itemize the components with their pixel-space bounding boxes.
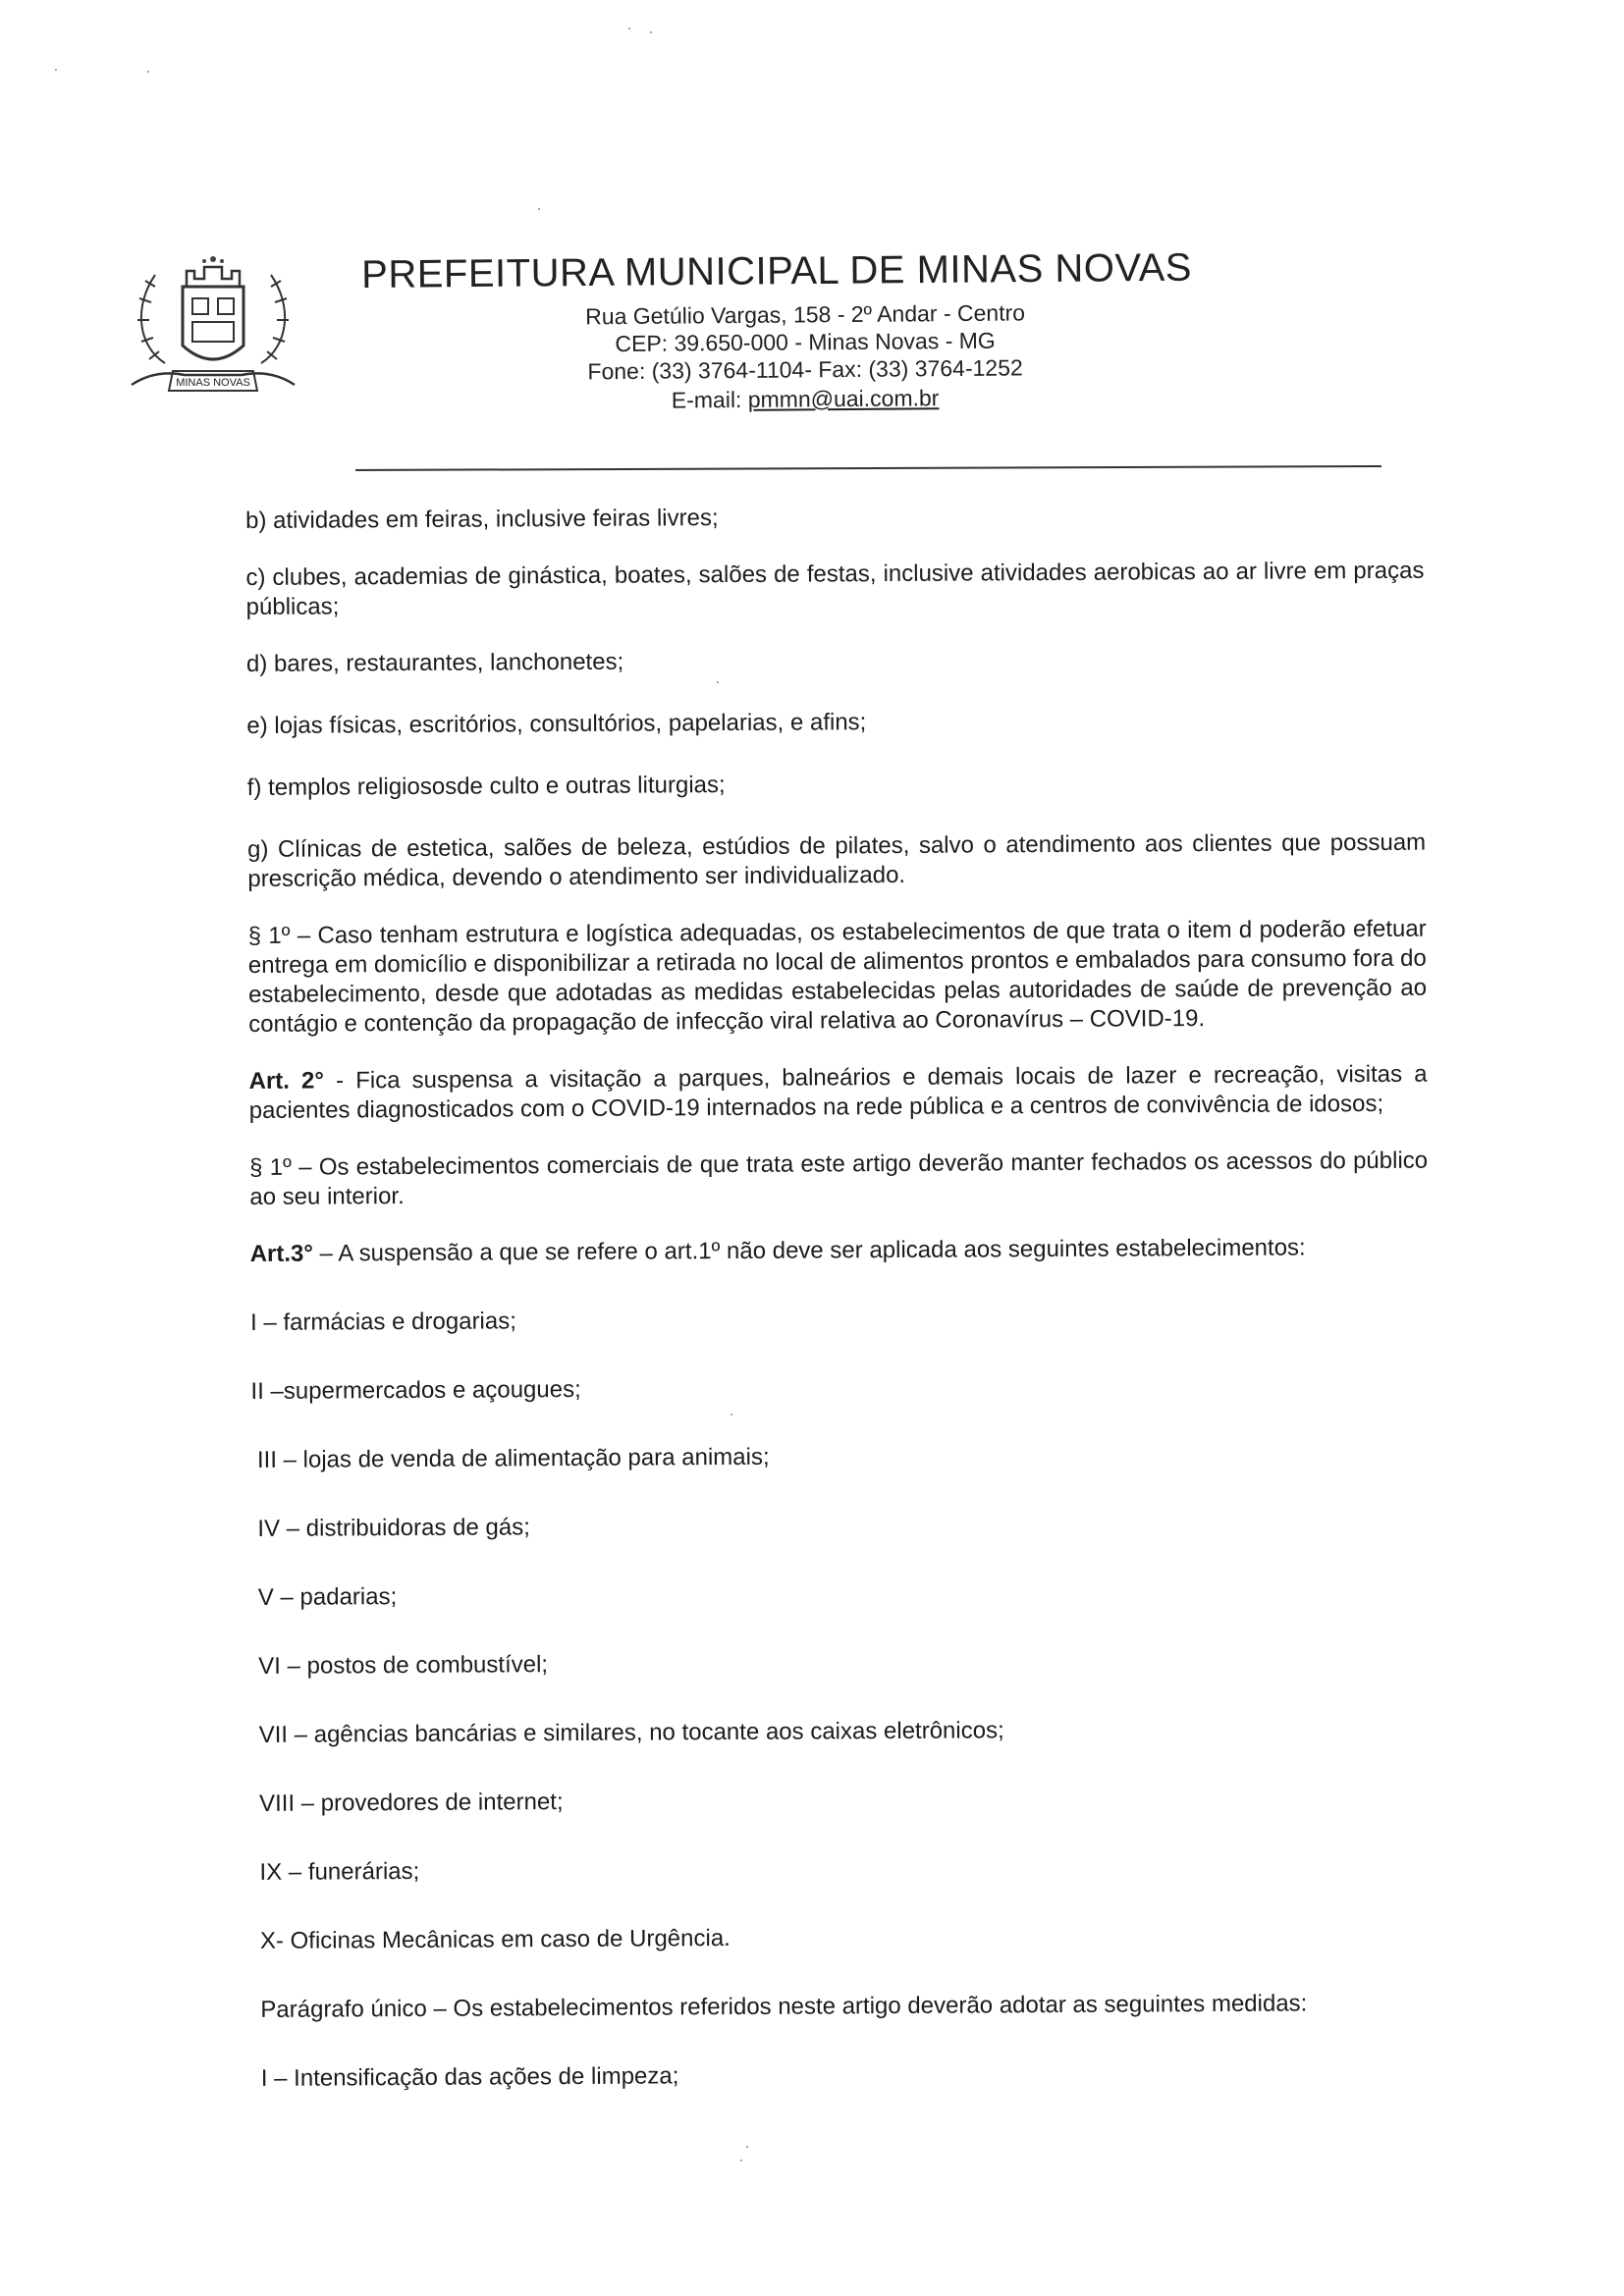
item-d: d) bares, restaurantes, lanchonetes; xyxy=(245,648,624,677)
email-link[interactable]: pmmn@uai.com.br xyxy=(747,385,940,412)
document-body xyxy=(245,500,1434,2094)
art1-paragraph-1: § 1º – Caso tenham estrutura e logística adequadas, os estabelecimentos de que trata o item d poderão efetuar entrega em domicílio e disponibilizar a retirada no local de alimentos prontos e embalados para consumo fora do estabelecimento, desde que adotadas as medidas estabelecidas pelas autoridades de saúde de prevenção ao contágio e contenção da propagação de infecção viral relativa ao Coronavírus – COVID-19. xyxy=(247,915,1428,1038)
art2-paragraph xyxy=(248,1060,1427,1126)
art2-paragraph-1: § 1º – Os estabelecimentos comerciais de que trata este artigo deverão manter fechados os acessos do público ao seu interior. xyxy=(249,1147,1429,1210)
art3-item: I – farmácias e drogarias; xyxy=(249,1308,516,1336)
art3-label: Art.3° xyxy=(249,1240,314,1267)
art2-text: - Fica suspensa a visitação a parques, balneários e demais locais de lazer e recreação, visitas a pacientes diagnosticados com o COVID-19 internados na rede pública e a centros de convivência de idosos; xyxy=(248,1060,1428,1124)
art3-item: IX – funerárias; xyxy=(259,1857,420,1886)
header-cep: CEP: 39.650-000 - Minas Novas - MG xyxy=(615,327,996,357)
art3-item: VIII – provedores de internet; xyxy=(258,1789,564,1817)
sole-paragraph: Parágrafo único – Os estabelecimentos referidos neste artigo deverão adotar as seguintes medidas: xyxy=(260,1990,1308,2023)
art3-item: V – padarias; xyxy=(257,1583,398,1611)
art3-item: VII – agências bancárias e similares, no tocante aos caixas eletrônicos; xyxy=(258,1717,1004,1748)
art3-item: X- Oficinas Mecânicas em caso de Urgência. xyxy=(259,1925,731,1954)
item-f: f) templos religiososde culto e outras liturgias; xyxy=(246,772,726,801)
email-label: E-mail: xyxy=(671,386,748,413)
coat-of-arms-logo xyxy=(126,247,300,404)
item-c: c) clubes, academias de ginástica, boates, salões de festas, inclusive atividades aerobicas ao ar livre em praças públicas; xyxy=(245,557,1425,620)
art3-item: VI – postos de combustível; xyxy=(258,1651,549,1680)
art3-text: – A suspensão a que se refere o art.1º não deve ser aplicada aos seguintes estabelecimentos: xyxy=(312,1234,1306,1267)
item-b: b) atividades em feiras, inclusive feiras livres; xyxy=(245,505,719,534)
header-phone: Fone: (33) 3764-1104- Fax: (33) 3764-1252 xyxy=(587,354,1023,385)
header-email-line xyxy=(511,384,1100,415)
art3-item: III – lojas de venda de alimentação para animais; xyxy=(256,1443,770,1473)
art3-paragraph xyxy=(250,1233,1429,1269)
crest-banner-text: MINAS NOVAS xyxy=(176,377,250,389)
item-g: g) Clínicas de estetica, salões de beleza, estúdios de pilates, salvo o atendimento aos clientes que possuam prescrição médica, devendo o atendimento ser individualizado. xyxy=(247,828,1427,892)
measure-item: I – Intensificação das ações de limpeza; xyxy=(260,2062,679,2092)
page-title: PREFEITURA MUNICIPAL DE MINAS NOVAS xyxy=(361,245,1193,296)
art2-label: Art. 2° xyxy=(248,1067,325,1095)
header-address: Rua Getúlio Vargas, 158 - 2º Andar - Centro xyxy=(585,299,1026,330)
header-divider xyxy=(355,465,1381,471)
item-e: e) lojas físicas, escritórios, consultórios, papelarias, e afins; xyxy=(246,709,867,739)
art3-item: IV – distribuidoras de gás; xyxy=(257,1514,530,1542)
art3-item: II –supermercados e açougues; xyxy=(250,1375,581,1405)
